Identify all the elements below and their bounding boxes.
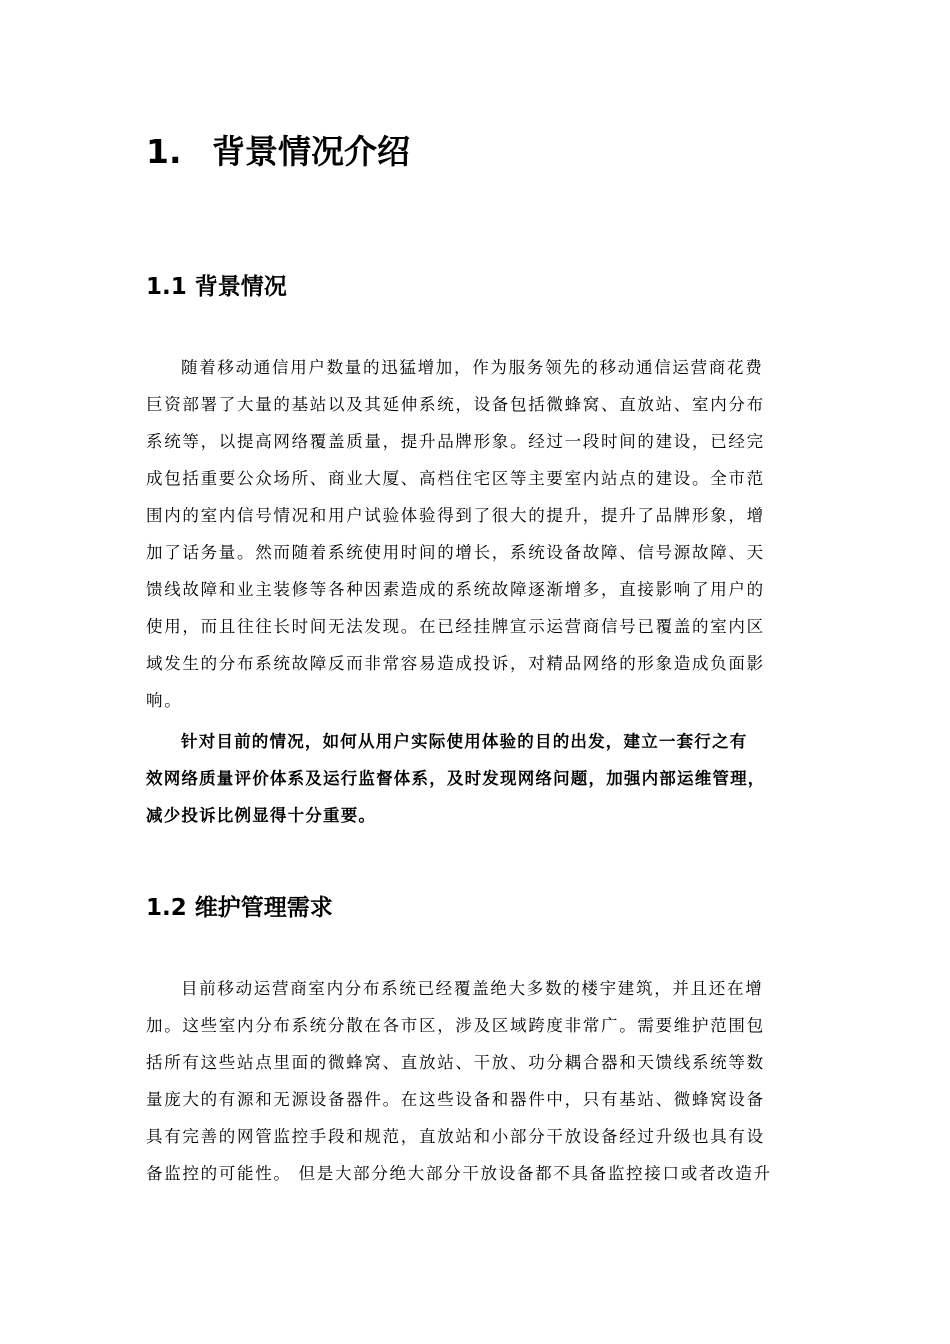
- paragraph-line: 随着移动通信用户数量的迅猛增加，作为服务领先的移动通信运营商花费: [181, 358, 764, 377]
- paragraph-background: [146, 349, 806, 719]
- paragraph-maintenance: [146, 970, 806, 1192]
- paragraph-line: 围内的室内信号情况和用户试验体验得到了很大的提升，提升了品牌形象，增: [146, 506, 765, 525]
- subsection-title: 维护管理需求: [194, 895, 333, 921]
- paragraph-line: 量庞大的有源和无源设备器件。在这些设备和器件中，只有基站、微蜂窝设备: [146, 1090, 765, 1109]
- section-title: 背景情况介绍: [212, 132, 410, 171]
- paragraph-emphasis: [146, 723, 806, 834]
- section-heading-1-1: [146, 269, 287, 305]
- paragraph-line: 域发生的分布系统故障反而非常容易造成投诉，对精品网络的形象造成负面影: [146, 654, 765, 673]
- paragraph-line: 馈线故障和业主装修等各种因素造成的系统故障逐渐增多，直接影响了用户的: [146, 580, 765, 599]
- paragraph-line: 具有完善的网管监控手段和规范，直放站和小部分干放设备经过升级也具有设: [146, 1127, 765, 1146]
- paragraph-line: 加。这些室内分布系统分散在各市区，涉及区域跨度非常广。需要维护范围包: [146, 1016, 765, 1035]
- paragraph-line: 目前移动运营商室内分布系统已经覆盖绝大多数的楼宇建筑，并且还在增: [181, 979, 764, 998]
- section-number: 1.: [146, 132, 182, 171]
- paragraph-line: 使用，而且往往长时间无法发现。在已经挂牌宣示运营商信号已覆盖的室内区: [146, 617, 765, 636]
- section-heading-1: [146, 128, 410, 176]
- paragraph-line: 括所有这些站点里面的微蜂窝、直放站、干放、功分耦合器和天馈线系统等数: [146, 1053, 765, 1072]
- paragraph-line: 针对目前的情况，如何从用户实际使用体验的目的出发，建立一套行之有: [181, 732, 748, 751]
- subsection-number: 1.1: [146, 274, 187, 300]
- paragraph-line: 加了话务量。然而随着系统使用时间的增长，系统设备故障、信号源故障、天: [146, 543, 765, 562]
- paragraph-line: 减少投诉比例显得十分重要。: [146, 806, 377, 825]
- section-heading-1-2: [146, 890, 333, 926]
- paragraph-line: 系统等，以提高网络覆盖质量，提升品牌形象。经过一段时间的建设，已经完: [146, 432, 765, 451]
- paragraph-line: 成包括重要公众场所、商业大厦、高档住宅区等主要室内站点的建设。全市范: [146, 469, 765, 488]
- paragraph-line: 备监控的可能性。 但是大部分绝大部分干放设备都不具备监控接口或者改造升: [146, 1164, 772, 1183]
- subsection-title: 背景情况: [194, 274, 287, 300]
- paragraph-line: 效网络质量评价体系及运行监督体系，及时发现网络问题，加强内部运维管理，: [146, 769, 766, 788]
- subsection-number: 1.2: [146, 895, 187, 921]
- paragraph-line: 响。: [146, 691, 183, 710]
- paragraph-line: 巨资部署了大量的基站以及其延伸系统，设备包括微蜂窝、直放站、室内分布: [146, 395, 765, 414]
